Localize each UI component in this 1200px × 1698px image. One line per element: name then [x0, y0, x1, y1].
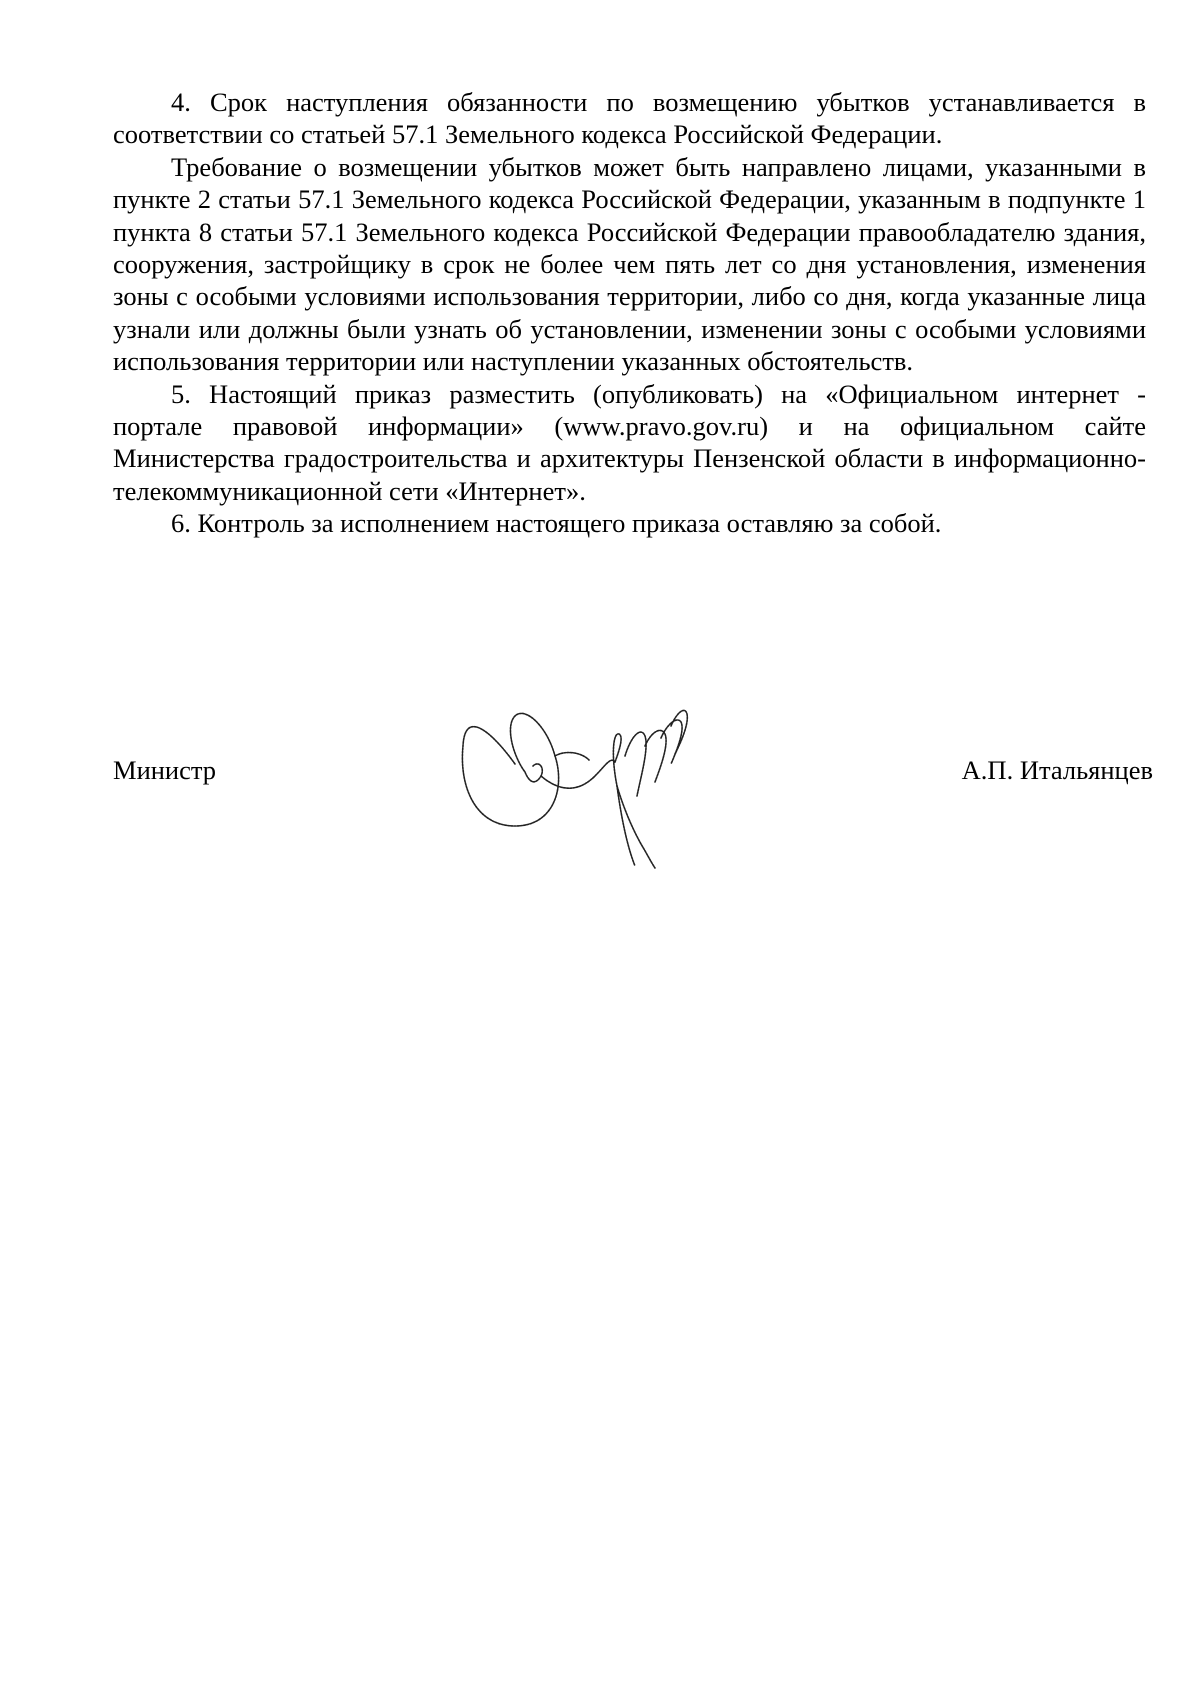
- handwritten-signature-icon: [455, 676, 745, 876]
- signer-title: Министр: [113, 755, 217, 785]
- paragraph-item-5: 5. Настоящий приказ разместить (опубликовать) на «Официальном интернет - портале правовой информации» (www.pravo.gov.ru) и на официальном сайте Министерства градостроительства и архитектуры Пензенской области в информационно-телекоммуникационной сети «Интернет».: [113, 378, 1146, 506]
- paragraph-item-6: 6. Контроль за исполнением настоящего приказа оставляю за собой.: [171, 508, 942, 539]
- paragraph-damages-claim: Требование о возмещении убытков может быть направлено лицами, указанными в пункте 2 статьи 57.1 Земельного кодекса Российской Федерации, указанным в подпункте 1 пункта 8 статьи 57.1 Земельного кодекса Российской Федерации правообладателю здания, сооружения, застройщику в срок не более чем пять лет со дня установления, изменения зоны с особыми условиями использования территории, либо со дня, когда указанные лица узнали или должны были узнать об установлении, изменении зоны с особыми условиями использования территории или наступлении указанных обстоятельств.: [113, 151, 1146, 377]
- signer-name: А.П. Итальянцев: [961, 755, 1153, 785]
- document-body: [113, 86, 1146, 540]
- paragraph-item-4: 4. Срок наступления обязанности по возмещению убытков устанавливается в соответствии со статьей 57.1 Земельного кодекса Российской Федерации.: [113, 87, 1146, 150]
